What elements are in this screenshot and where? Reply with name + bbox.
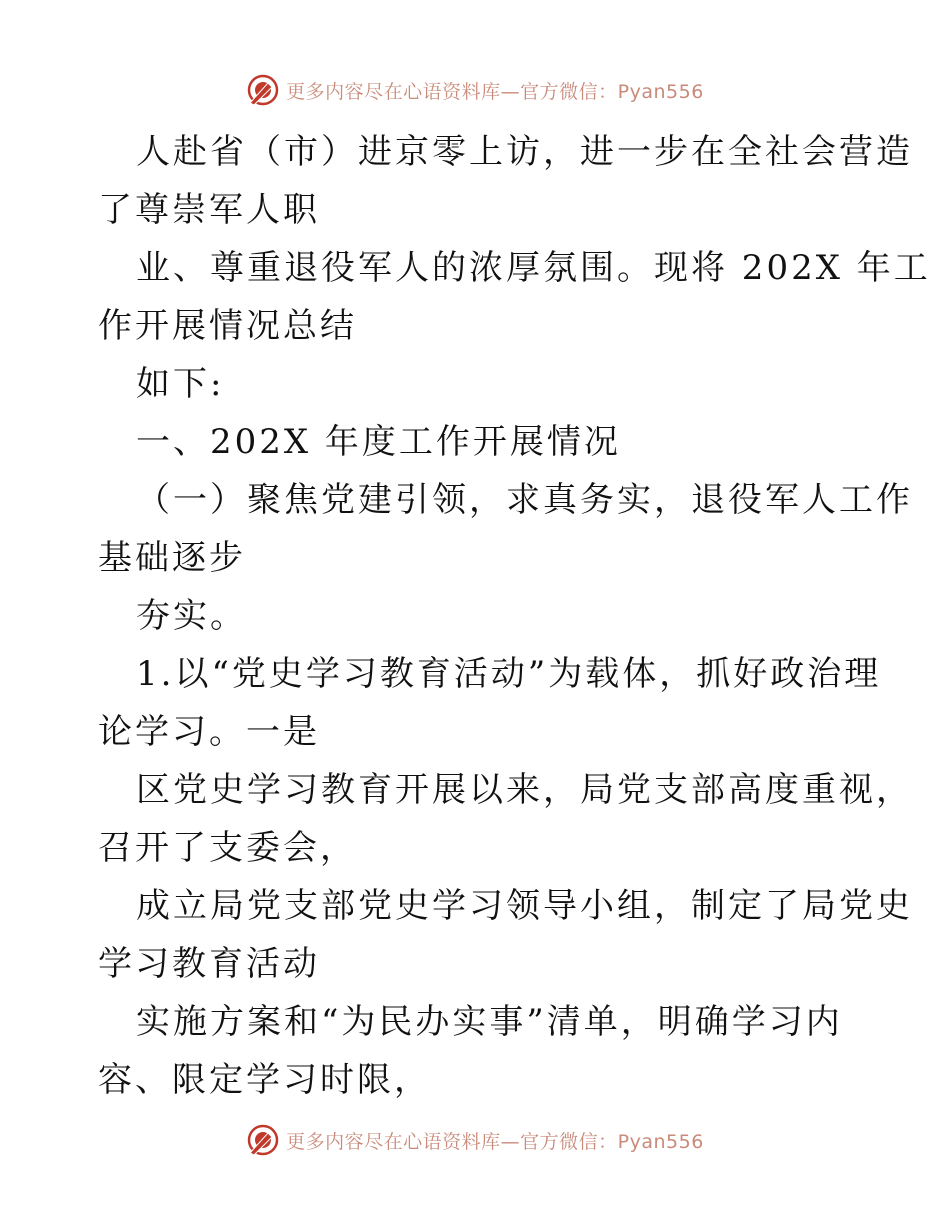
section-heading: 一、202X 年度工作开展情况 — [136, 422, 621, 462]
body-line: 成立局党支部党史学习领导小组，制定了局党史 — [136, 886, 913, 926]
body-line: 实施方案和“为民办实事”清单，明确学习内 — [136, 1002, 843, 1042]
pen-circle-logo-icon — [246, 73, 280, 107]
pen-circle-logo-icon — [246, 1123, 280, 1157]
header-watermark-text: 更多内容尽在心语资料库—官方微信：Pyan556 — [286, 80, 704, 103]
subsection-heading: （一）聚焦党建引领，求真务实，退役军人工作 — [136, 480, 913, 520]
body-line: 业、尊重退役军人的浓厚氛围。现将 202X 年工 — [136, 248, 931, 288]
body-line: 学习教育活动 — [98, 944, 320, 984]
header-watermark-banner — [0, 70, 950, 110]
body-line: 召开了支委会， — [98, 828, 357, 868]
document-body — [98, 123, 931, 1109]
footer-watermark-text: 更多内容尽在心语资料库—官方微信：Pyan556 — [286, 1130, 704, 1153]
body-line: 基础逐步 — [98, 538, 246, 578]
body-line: 作开展情况总结 — [98, 306, 357, 346]
body-line: 区党史学习教育开展以来，局党支部高度重视， — [136, 770, 913, 810]
body-line: 了尊崇军人职 — [98, 190, 320, 230]
body-line: 夯实。 — [136, 596, 247, 636]
body-line: 1.以“党史学习教育活动”为载体，抓好政治理 — [136, 654, 882, 694]
footer-watermark-banner — [0, 1120, 950, 1160]
body-line: 人赴省（市）进京零上访，进一步在全社会营造 — [136, 132, 913, 172]
body-line: 容、限定学习时限， — [98, 1060, 431, 1100]
body-line: 如下: — [136, 364, 225, 404]
body-line: 论学习。一是 — [98, 712, 320, 752]
